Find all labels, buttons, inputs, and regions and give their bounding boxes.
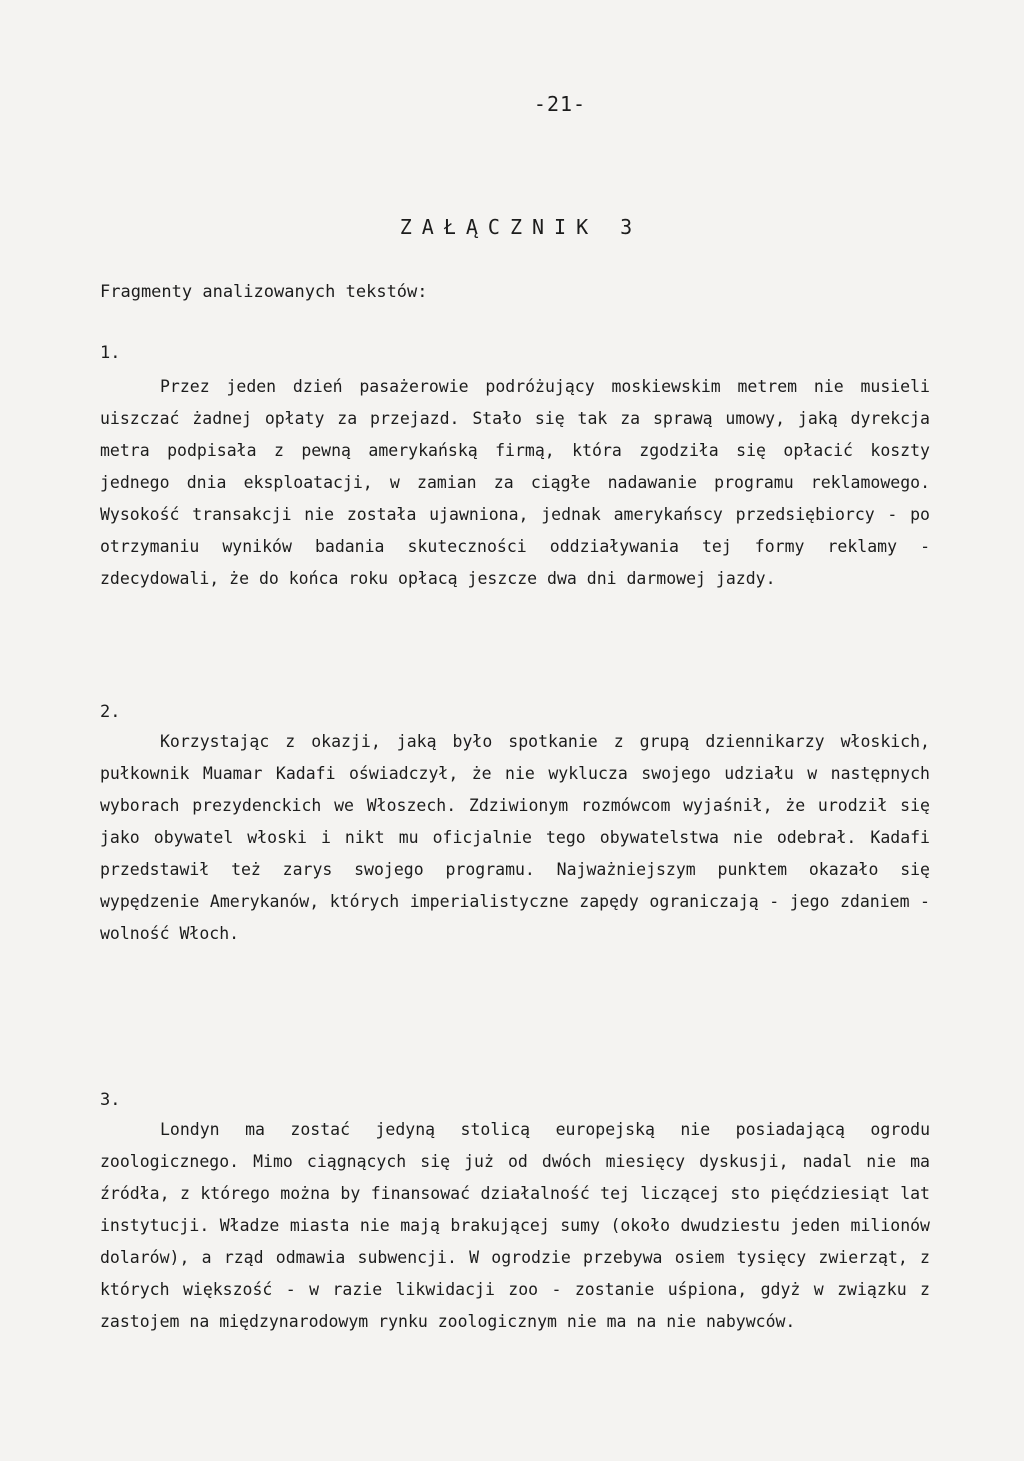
fragment-text: Korzystając z okazji, jaką było spotkanie z grupą dziennikarzy włoskich, pułkownik Muamar Kadafi oświadczył, że nie wyklucza swojego udziału w następnych wyborach prezydenckich we Włoszech. Zdziwionym rozmówcom wyjaśnił, że urodził się jako obywatel włoski i nikt mu oficjalnie tego obywatelstwa nie odebrał. Kadafi przedstawił też zarys swojego programu. Najważniejszym punktem okazało się wypędzenie Amerykanów, których imperialistyczne zapędy ograniczają - jego zdaniem - wolność Włoch. xyxy=(100,732,930,943)
text-fragment-3 xyxy=(100,1090,930,1355)
fragment-number: 3. xyxy=(100,1090,121,1110)
fragment-number: 1. xyxy=(100,343,121,363)
text-fragment-2 xyxy=(100,702,930,967)
fragment-text: Przez jeden dzień pasażerowie podróżujący moskiewskim metrem nie musieli uiszczać żadnej opłaty za przejazd. Stało się tak za sprawą umowy, jaką dyrekcja metra podpisała z pewną amerykańską firmą, która zgodziła się opłacić koszty jednego dnia eksploatacji, w zamian za ciągłe nadawanie programu reklamowego. Wysokość transakcji nie została ujawniona, jednak amerykańscy przedsiębiorcy - po otrzymaniu wyników badania skuteczności oddziaływania tej formy reklamy -zdecydowali, że do końca roku opłacą jeszcze dwa dni darmowej jazdy. xyxy=(100,377,930,588)
text-fragment-1 xyxy=(100,343,930,612)
fragment-text: Londyn ma zostać jedyną stolicą europejską nie posiadającą ogrodu zoologicznego. Mimo ciągnących się już od dwóch miesięcy dyskusji, nadal nie ma źródła, z którego można by finansować działalność tej liczącej sto pięćdziesiąt lat instytucji. Władze miasta nie mają brakującej sumy (około dwudziestu jeden milionów dolarów), a rząd odmawia subwencji. W ogrodzie przebywa osiem tysięcy zwierząt, z których większość - w razie likwidacji zoo - zostanie uśpiona, gdyż w związku z zastojem na międzynarodowym rynku zoologicznym nie ma na nie nabywców. xyxy=(100,1120,930,1331)
fragment-number: 2. xyxy=(100,702,121,722)
intro-heading: Fragmenty analizowanych tekstów: xyxy=(100,282,428,302)
page-number: -21- xyxy=(533,92,587,116)
appendix-title: ZAŁĄCZNIK 3 xyxy=(399,215,643,239)
